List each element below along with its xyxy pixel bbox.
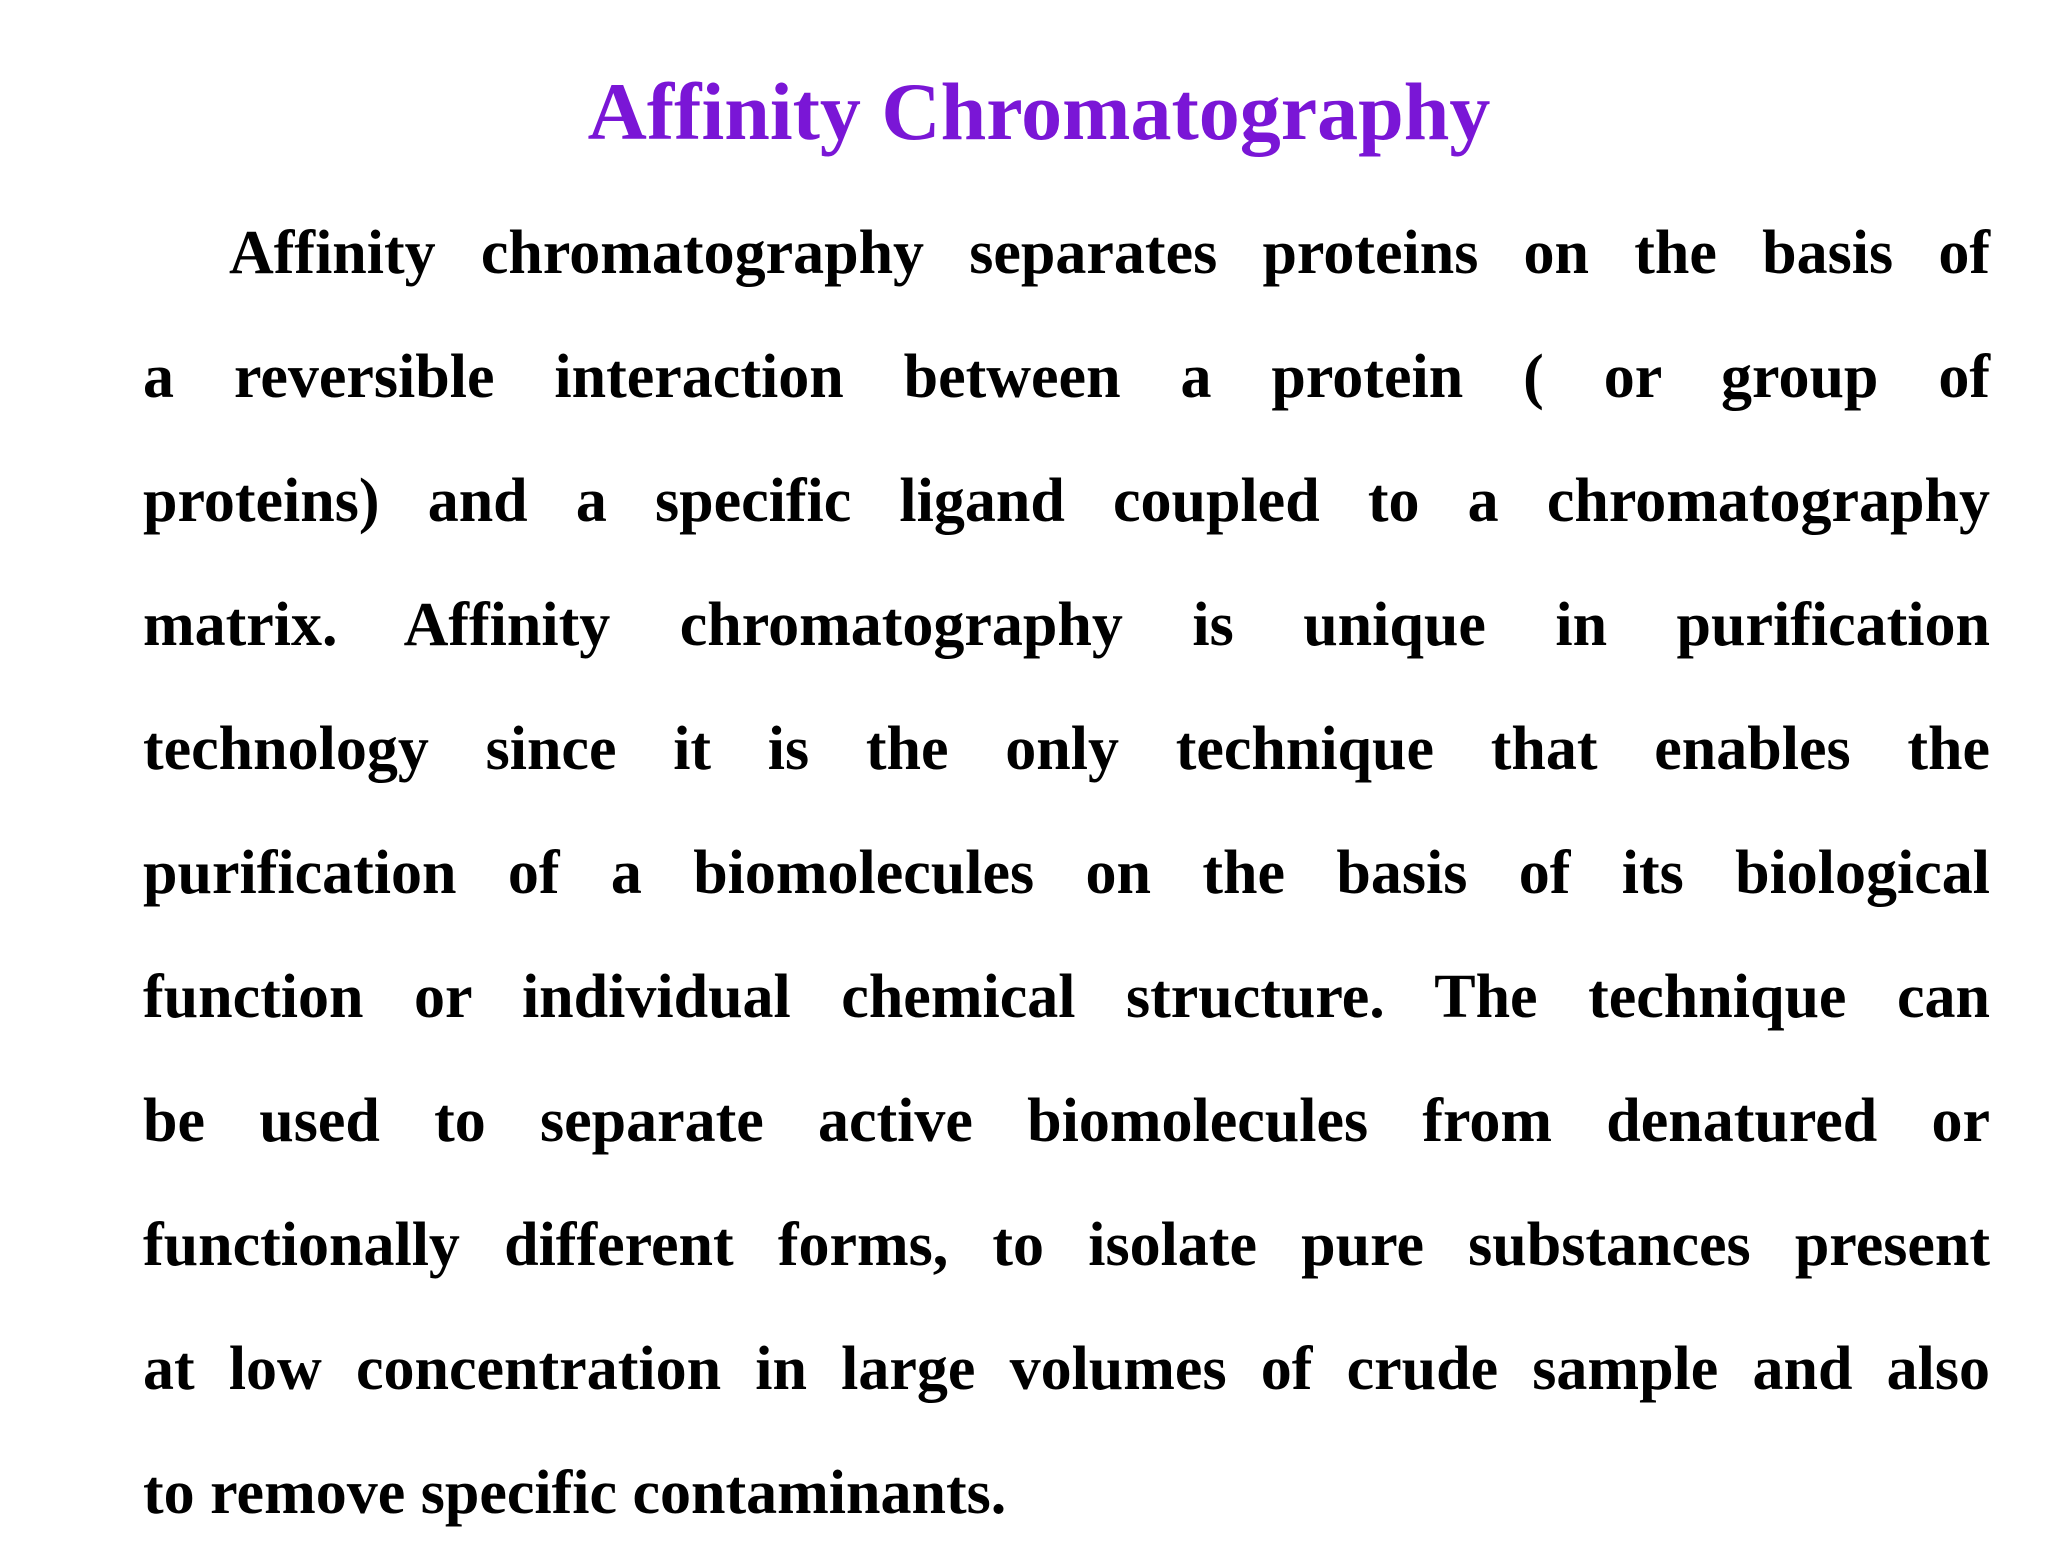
paragraph-line: Affinity chromatography separates proteins on the basis of xyxy=(229,219,1990,287)
paragraph-line: technology since it is the only technique that enables the xyxy=(143,715,1990,783)
paragraph-line: functionally different forms, to isolate pure substances present xyxy=(143,1211,1990,1279)
paragraph-line: purification of a biomolecules on the basis of its biological xyxy=(143,839,1990,907)
paragraph-line: matrix. Affinity chromatography is unique in purification xyxy=(143,591,1990,659)
paragraph-line: function or individual chemical structure. The technique can xyxy=(143,963,1990,1031)
paragraph-line: at low concentration in large volumes of crude sample and also xyxy=(143,1335,1990,1403)
paragraph-line: be used to separate active biomolecules from denatured or xyxy=(143,1087,1990,1155)
page-title xyxy=(0,62,2048,162)
paragraph-line: to remove specific contaminants. xyxy=(143,1459,1007,1527)
page-title-text: Affinity Chromatography xyxy=(587,66,1491,157)
body-paragraph xyxy=(143,191,1990,1555)
paragraph-line: proteins) and a specific ligand coupled to a chromatography xyxy=(143,467,1990,535)
paragraph-line: a reversible interaction between a protein ( or group of xyxy=(143,343,1990,411)
